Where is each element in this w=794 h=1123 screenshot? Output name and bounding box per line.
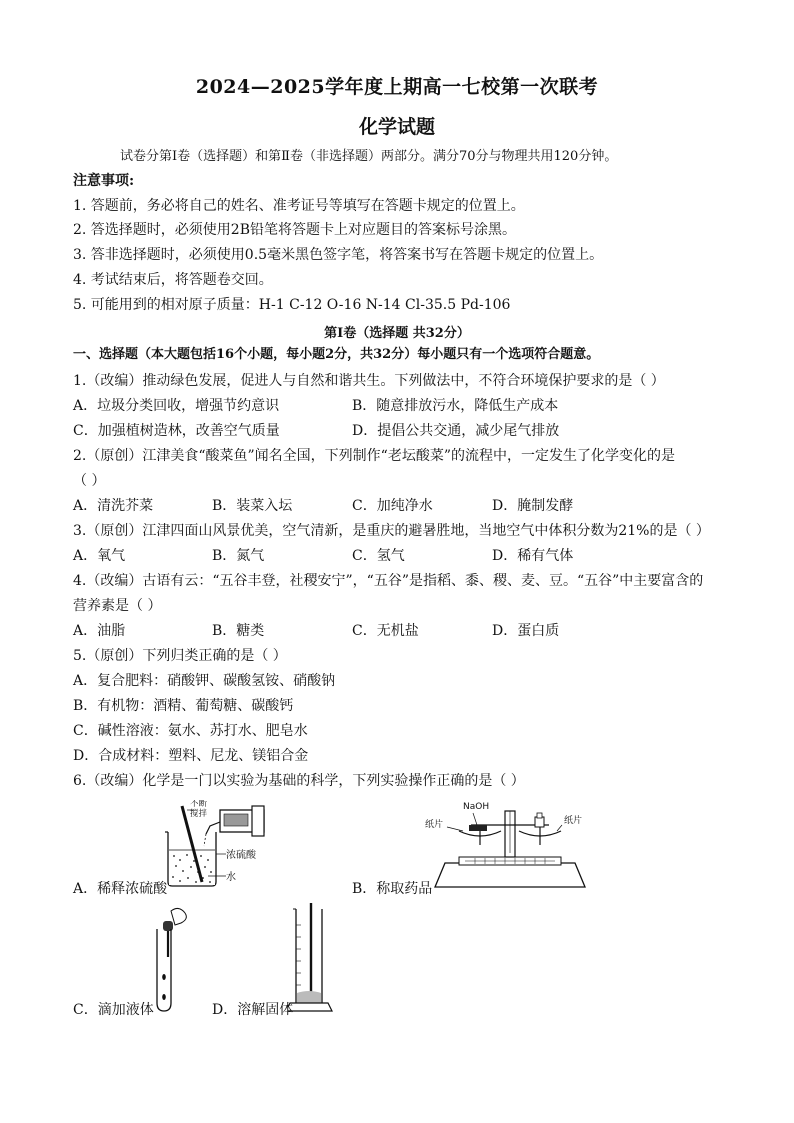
- naoh-label: NaOH: [463, 802, 490, 812]
- question-stem: 4.（改编）古语有云：“五谷丰登，社稷安宁”，“五谷”是指稻、黍、稷、麦、豆。“五谷”中主要富含的: [73, 573, 704, 589]
- question-stem: 5.（原创）下列归类正确的是（ ）: [73, 648, 287, 664]
- question-option: B．氮气: [212, 548, 265, 564]
- question-option: C．无机盐: [352, 623, 419, 639]
- dropper-figure: [145, 905, 195, 1015]
- section-instructions: 一、选择题（本大题包括16个小题，每小题2分，共32分）每小题只有一个选项符合题意。: [73, 347, 600, 362]
- question-option: B．糖类: [212, 623, 265, 639]
- question-stem-cont: 营养素是（ ）: [73, 598, 162, 614]
- notice-heading: 注意事项:: [73, 173, 135, 189]
- paper-right-label: 纸片: [564, 816, 583, 826]
- balance-figure: [425, 797, 595, 892]
- question-option: C．氢气: [352, 548, 405, 564]
- water-label: 水: [226, 872, 236, 883]
- exam-subject: 化学试题: [358, 116, 435, 138]
- question-option: B．装菜入坛: [212, 498, 293, 514]
- question-option: A．垃圾分类回收，增强节约意识: [73, 398, 280, 414]
- question-option: B．有机物：酒精、葡萄糖、碳酸钙: [73, 698, 294, 714]
- question-option: D．溶解固体: [212, 1002, 294, 1018]
- question-stem: 1.（改编）推动绿色发展，促进人与自然和谐共生。下列做法中，不符合环境保护要求的是（ ）: [73, 373, 665, 389]
- question-option: D．提倡公共交通，减少尾气排放: [352, 423, 560, 439]
- acid-label: 浓硫酸: [226, 850, 256, 861]
- question-option: A．清洗芥菜: [73, 498, 154, 514]
- question-option: C．碱性溶液：氨水、苏打水、肥皂水: [73, 723, 308, 739]
- stir-label: 搅拌: [190, 809, 208, 819]
- notice-item: 2. 答选择题时，必须使用2B铅笔将答题卡上对应题目的答案标号涂黑。: [73, 222, 517, 238]
- paper-left-label: 纸片: [425, 820, 444, 830]
- stir-label: 不断: [190, 800, 208, 809]
- question-option: D．合成材料：塑料、尼龙、镁铝合金: [73, 748, 309, 764]
- cylinder-figure: [288, 903, 333, 1018]
- question-option: A．复合肥料：硝酸钾、碳酸氢铵、硝酸钠: [73, 673, 336, 689]
- question-option: A．油脂: [73, 623, 126, 639]
- exam-title: 2024—2025学年度上期高一七校第一次联考: [195, 76, 599, 98]
- question-option: D．稀有气体: [492, 548, 574, 564]
- question-option: C．加强植树造林，改善空气质量: [73, 423, 280, 439]
- part1-heading: 第Ⅰ卷（选择题 共32分）: [324, 326, 470, 341]
- question-option: B．随意排放污水，降低生产成本: [352, 398, 559, 414]
- question-option: D．腌制发酵: [492, 498, 574, 514]
- question-option: A．氧气: [73, 548, 126, 564]
- notice-item: 1. 答题前，务必将自己的姓名、准考证号等填写在答题卡规定的位置上。: [73, 198, 525, 214]
- notice-item: 5. 可能用到的相对原子质量：H-1 C-12 O-16 N-14 Cl-35.5 Pd-106: [73, 297, 511, 313]
- notice-item: 4. 考试结束后，将答题卷交回。: [73, 272, 273, 288]
- question-option: D．蛋白质: [492, 623, 560, 639]
- question-stem: 6.（改编）化学是一门以实验为基础的科学，下列实验操作正确的是（ ）: [73, 773, 525, 789]
- question-option: C．滴加液体: [73, 1002, 154, 1018]
- question-option: C．加纯净水: [352, 498, 433, 514]
- question-stem: 3.（原创）江津四面山风景优美，空气清新，是重庆的避暑胜地，当地空气中体积分数为21%的是（ ）: [73, 523, 710, 539]
- notice-item: 3. 答非选择题时，必须使用0.5毫米黑色签字笔，将答案书写在答题卡规定的位置上。: [73, 247, 604, 263]
- question-stem: 2.（原创）江津美食“酸菜鱼”闻名全国，下列制作“老坛酸菜”的流程中，一定发生了化学变化的是: [73, 448, 675, 464]
- dilute-acid-figure: [160, 800, 275, 890]
- question-stem-cont: （ ）: [73, 473, 106, 489]
- question-option: A．稀释浓硫酸: [73, 881, 168, 897]
- question-option: B．称取药品: [352, 881, 433, 897]
- exam-intro: 试卷分第Ⅰ卷（选择题）和第Ⅱ卷（非选择题）两部分。满分70分与物理共用120分钟。: [120, 149, 618, 164]
